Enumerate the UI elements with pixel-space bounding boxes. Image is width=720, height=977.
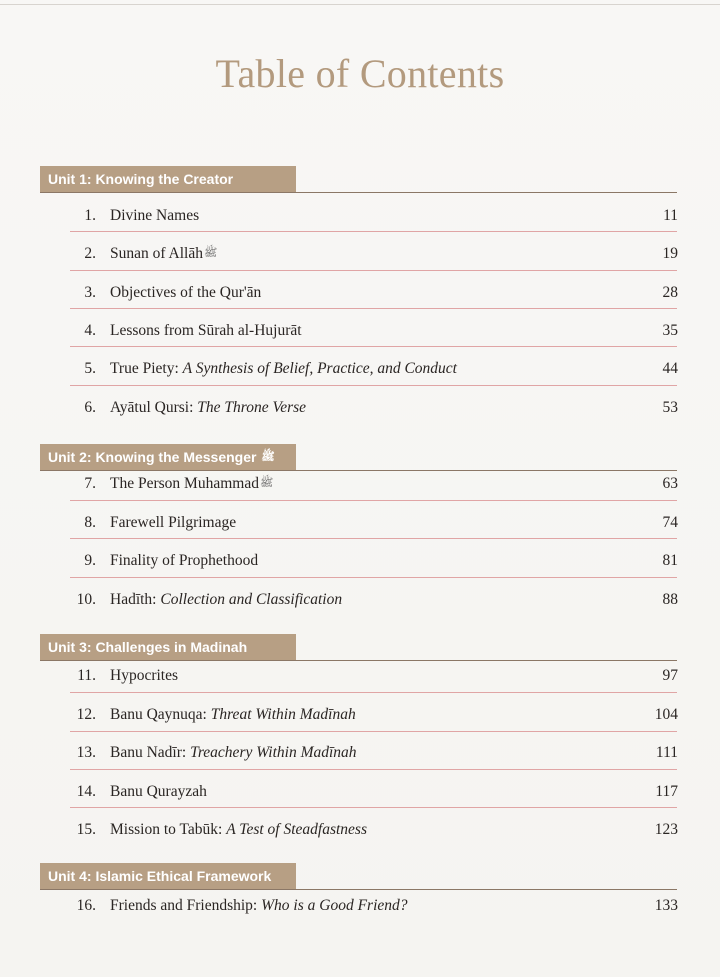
entry-title-main: Lessons from Sūrah al-Hujurāt bbox=[110, 322, 302, 339]
entry-title bbox=[110, 399, 306, 417]
toc-entry[interactable] bbox=[0, 360, 720, 384]
unit-label: Unit 3: Challenges in Madinah bbox=[48, 639, 248, 655]
entry-page: 35 bbox=[662, 322, 678, 339]
entry-title-main: Mission to Tabūk: bbox=[110, 821, 227, 838]
entry-title-main: Farewell Pilgrimage bbox=[110, 514, 237, 531]
entry-title-main: Friends and Friendship: bbox=[110, 897, 262, 914]
entry-divider bbox=[70, 538, 677, 539]
unit-divider bbox=[40, 889, 677, 890]
entry-title-main: Banu Nadīr: bbox=[110, 744, 191, 761]
entry-title-main: Hadīth: bbox=[110, 591, 161, 608]
entry-title bbox=[110, 783, 207, 801]
entry-divider bbox=[70, 231, 677, 232]
unit-banner-3 bbox=[40, 634, 296, 660]
entry-subtitle: Who is a Good Friend? bbox=[261, 897, 408, 914]
toc-entry[interactable] bbox=[0, 552, 720, 576]
entry-title bbox=[110, 360, 457, 378]
unit-label: Unit 1: Knowing the Creator bbox=[48, 171, 234, 187]
toc-entry[interactable] bbox=[0, 284, 720, 308]
unit-divider bbox=[40, 192, 677, 193]
toc-entry[interactable] bbox=[0, 897, 720, 921]
entry-page: 53 bbox=[662, 399, 678, 416]
toc-entry[interactable] bbox=[0, 514, 720, 538]
entry-title-main: Finality of Prophethood bbox=[110, 552, 259, 569]
entry-title-main: Banu Qurayzah bbox=[110, 783, 207, 800]
entry-divider bbox=[70, 577, 677, 578]
entry-number: 3. bbox=[84, 284, 96, 301]
entry-title bbox=[110, 245, 217, 263]
honorific-mark: ﷺ bbox=[259, 477, 274, 489]
entry-title bbox=[110, 591, 342, 609]
unit-divider bbox=[40, 470, 677, 471]
entry-divider bbox=[70, 308, 677, 309]
unit-label: Unit 2: Knowing the Messenger bbox=[48, 449, 257, 465]
entry-title bbox=[110, 667, 178, 685]
toc-entry[interactable] bbox=[0, 667, 720, 691]
entry-divider bbox=[70, 500, 677, 501]
entry-page: 19 bbox=[662, 245, 678, 262]
entry-divider bbox=[70, 270, 677, 271]
unit-banner-2 bbox=[40, 444, 296, 470]
entry-number: 10. bbox=[76, 591, 96, 608]
entry-page: 104 bbox=[654, 706, 678, 723]
entry-page: 111 bbox=[655, 744, 678, 761]
entry-title-main: Sunan of Allāh bbox=[110, 245, 203, 262]
entry-number: 4. bbox=[84, 322, 96, 339]
unit-banner-4 bbox=[40, 863, 296, 889]
entry-title-main: Objectives of the Qur'ān bbox=[110, 284, 262, 301]
toc-entry[interactable] bbox=[0, 399, 720, 423]
honorific-mark: ﷺ bbox=[261, 451, 275, 463]
entry-number: 13. bbox=[76, 744, 96, 761]
entry-title-main: The Person Muhammad bbox=[110, 475, 259, 492]
entry-title-main: Divine Names bbox=[110, 207, 200, 224]
entry-page: 63 bbox=[662, 475, 678, 492]
entry-page: 133 bbox=[654, 897, 678, 914]
entry-number: 16. bbox=[76, 897, 96, 914]
entry-title bbox=[110, 744, 357, 762]
unit-banner-1 bbox=[40, 166, 296, 192]
entry-number: 12. bbox=[76, 706, 96, 723]
entry-page: 123 bbox=[654, 821, 678, 838]
entry-page: 88 bbox=[662, 591, 678, 608]
toc-entry[interactable] bbox=[0, 821, 720, 845]
entry-divider bbox=[70, 346, 677, 347]
entry-number: 6. bbox=[84, 399, 96, 416]
entry-page: 74 bbox=[662, 514, 678, 531]
entry-title-main: Banu Qaynuqa: bbox=[110, 706, 211, 723]
honorific-mark: ﷺ bbox=[204, 247, 218, 259]
entry-title bbox=[110, 284, 261, 302]
entry-number: 2. bbox=[84, 245, 96, 262]
toc-entry[interactable] bbox=[0, 706, 720, 730]
toc-entry[interactable] bbox=[0, 207, 720, 231]
toc-entry[interactable] bbox=[0, 591, 720, 615]
entry-page: 117 bbox=[655, 783, 678, 800]
entry-title bbox=[110, 552, 258, 570]
entry-divider bbox=[70, 731, 677, 732]
entry-subtitle: Treachery Within Madīnah bbox=[190, 744, 357, 761]
entry-title bbox=[110, 322, 302, 340]
entry-page: 28 bbox=[662, 284, 678, 301]
entry-number: 5. bbox=[84, 360, 96, 377]
entry-page: 44 bbox=[662, 360, 678, 377]
unit-divider bbox=[40, 660, 677, 661]
entry-title bbox=[110, 706, 356, 724]
entry-subtitle: Collection and Classification bbox=[160, 591, 343, 608]
toc-entry[interactable] bbox=[0, 783, 720, 807]
entry-subtitle: A Test of Steadfastness bbox=[226, 821, 367, 838]
entry-number: 9. bbox=[84, 552, 96, 569]
entry-number: 7. bbox=[84, 475, 96, 492]
entry-number: 14. bbox=[76, 783, 96, 800]
entry-subtitle: The Throne Verse bbox=[197, 399, 307, 416]
entry-title bbox=[110, 514, 236, 532]
unit-label: Unit 4: Islamic Ethical Framework bbox=[48, 868, 272, 884]
entry-title-main: Hypocrites bbox=[110, 667, 179, 684]
entry-page: 97 bbox=[662, 667, 678, 684]
entry-title bbox=[110, 207, 199, 225]
entry-divider bbox=[70, 769, 677, 770]
entry-subtitle: A Synthesis of Belief, Practice, and Conduct bbox=[182, 360, 457, 377]
toc-entry[interactable] bbox=[0, 322, 720, 346]
entry-subtitle: Threat Within Madīnah bbox=[210, 706, 356, 723]
entry-number: 15. bbox=[76, 821, 96, 838]
toc-entry[interactable] bbox=[0, 245, 720, 269]
entry-title bbox=[110, 897, 408, 915]
entry-number: 1. bbox=[84, 207, 96, 224]
toc-entry[interactable] bbox=[0, 744, 720, 768]
entry-divider bbox=[70, 692, 677, 693]
top-divider bbox=[0, 4, 720, 5]
entry-title bbox=[110, 475, 273, 493]
entry-number: 11. bbox=[77, 667, 96, 684]
toc-entry[interactable] bbox=[0, 475, 720, 499]
entry-page: 81 bbox=[662, 552, 678, 569]
entry-title-main: True Piety: bbox=[110, 360, 183, 377]
entry-title bbox=[110, 821, 367, 839]
entry-title-main: Ayātul Qursi: bbox=[110, 399, 198, 416]
entry-divider bbox=[70, 807, 677, 808]
page-title: Table of Contents bbox=[215, 51, 505, 96]
entry-number: 8. bbox=[84, 514, 96, 531]
entry-divider bbox=[70, 385, 677, 386]
entry-page: 11 bbox=[663, 207, 678, 224]
